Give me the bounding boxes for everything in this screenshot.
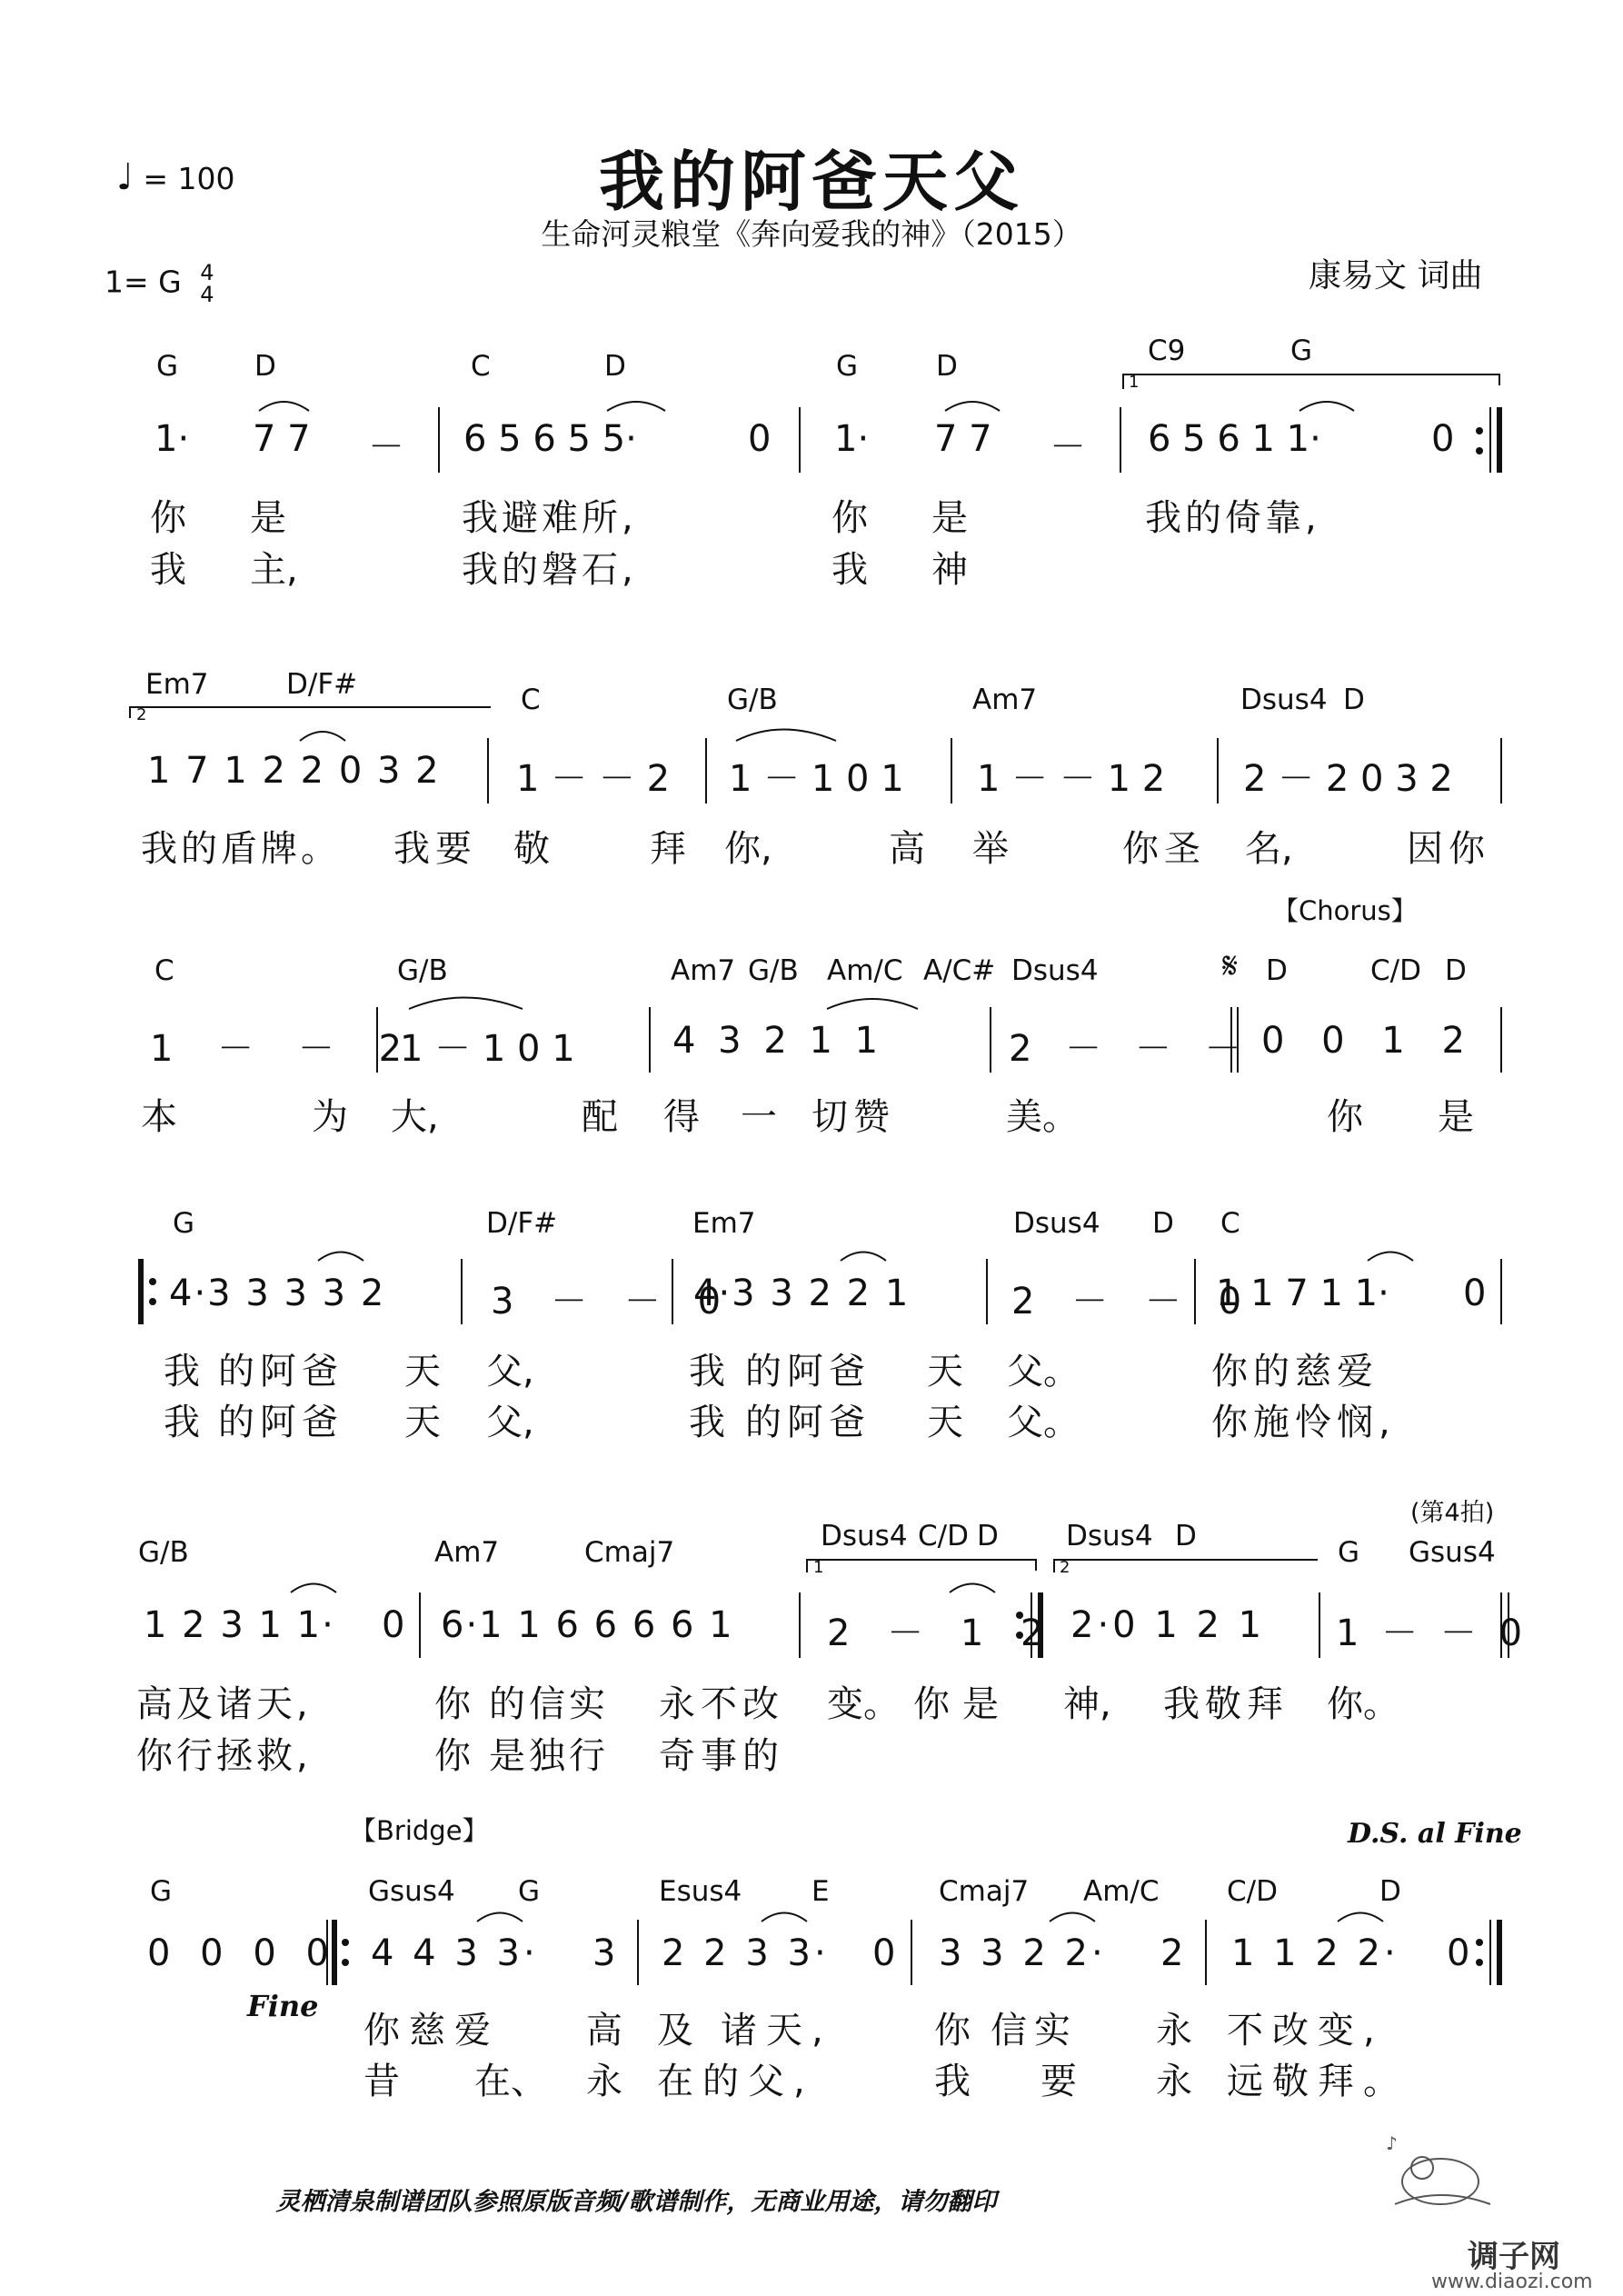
note-group: 0: [1463, 1273, 1487, 1314]
note-group: 1 1 7 1 1·: [1216, 1273, 1389, 1314]
chord: D: [977, 1520, 999, 1552]
chord: G: [150, 1875, 173, 1908]
lyric: 永: [1156, 2061, 1192, 2102]
lyric: 因你: [1407, 828, 1490, 870]
note-group: 4·3 3 3 3 2: [169, 1273, 386, 1314]
chord: D: [254, 350, 276, 383]
lyric: 昔: [363, 2061, 400, 2102]
lyric: 在的父,: [657, 2061, 814, 2102]
note-group: 7 7: [253, 418, 311, 460]
note-group: 4 3 2 1 1: [672, 1020, 884, 1062]
note-group: 1·: [154, 418, 190, 460]
lyric: 名,: [1245, 828, 1293, 870]
lyric: 天: [404, 1351, 441, 1393]
lyric: 主,: [250, 549, 298, 591]
lyric: 在、: [474, 2061, 547, 2102]
lyric: 我避难所,: [462, 497, 637, 539]
chord: Am/C: [827, 954, 903, 987]
lyric: 我: [164, 1402, 200, 1443]
lyric: 信实: [991, 2010, 1078, 2051]
note-group: 2 － 1 2: [827, 1612, 1057, 1654]
note-group: 1·: [834, 418, 870, 460]
lyric: 我的磐石,: [462, 549, 637, 591]
note-group: 0: [748, 418, 772, 460]
lyric: 你: [434, 1735, 471, 1777]
section-label-bridge: 【Bridge】: [350, 1815, 489, 1846]
note-group: 1 － － 2: [516, 758, 671, 800]
chord: D: [1343, 684, 1365, 716]
lyric: 高: [586, 2010, 622, 2051]
page-title: 我的阿爸天父: [598, 144, 1024, 220]
lyric: 天: [404, 1402, 441, 1443]
note-group: 2 － － 0: [1011, 1281, 1255, 1323]
lyric: 你施怜悯,: [1211, 1402, 1396, 1443]
note-group: 0 0 0 0: [147, 1932, 338, 1974]
chord: Dsus4: [821, 1520, 908, 1552]
lyric: 你圣: [1122, 828, 1206, 870]
lyric: 切赞: [812, 1096, 895, 1138]
lyric: 你,: [724, 828, 772, 870]
lyric: 的阿爸: [218, 1351, 344, 1393]
note-group: 6 5 6 1 1·: [1148, 418, 1321, 460]
note-group: －: [1050, 426, 1086, 468]
author: 康易文 词曲: [1309, 257, 1483, 294]
chord: E: [812, 1875, 830, 1908]
lyric: 的阿爸: [745, 1351, 871, 1393]
chord: C/D: [1370, 954, 1421, 987]
site-name: 调子网: [1468, 2239, 1560, 2275]
site-url[interactable]: www.diaozi.com: [1431, 2271, 1593, 2293]
note-group: 6·1 1 6 6 6 6 1: [441, 1604, 734, 1646]
note-group: 0: [1431, 418, 1455, 460]
lyric: 天: [927, 1402, 963, 1443]
note-group: 2 － － －: [1009, 1028, 1252, 1070]
chord: D: [1379, 1875, 1401, 1908]
chord: Am7: [434, 1536, 500, 1569]
lyric: 你慈爱: [363, 2010, 500, 2051]
note-group: 0 0 1 2: [1261, 1020, 1478, 1062]
chord: C: [1220, 1207, 1240, 1240]
lyric: 高及诸天,: [136, 1683, 312, 1725]
note-group: 2 2 3 3·: [662, 1932, 830, 1974]
chord: D: [1266, 954, 1288, 987]
chord: G/B: [138, 1536, 189, 1569]
note-group: 1 7 1 2 2 0 3 2: [147, 750, 441, 792]
segno-icon: 𝄋: [1222, 945, 1239, 987]
note-group: 6 5 6 5 5·: [463, 418, 637, 460]
note-group: 7 7: [934, 418, 992, 460]
subtitle: 生命河灵粮堂《奔向爱我的神》（2015）: [541, 216, 1082, 252]
chord: Am7: [972, 684, 1038, 716]
lyric: 你: [150, 497, 186, 539]
note-group: 1 1 2 2·: [1231, 1932, 1399, 1974]
note-group: 1 － － 1 2: [977, 758, 1166, 800]
key-label: 1= G: [105, 264, 182, 300]
lyric: 为: [312, 1096, 348, 1138]
lyric: 及: [657, 2010, 693, 2051]
note-group: 0: [872, 1932, 896, 1974]
note-group: 0: [1447, 1932, 1470, 1974]
lyric: 神,: [1063, 1683, 1111, 1725]
chord: G/B: [727, 684, 778, 716]
chord: Cmaj7: [584, 1536, 675, 1569]
lyric: 的阿爸: [745, 1402, 871, 1443]
lyric: 大,: [391, 1096, 439, 1138]
chord: D: [1175, 1520, 1197, 1552]
lyric: 高: [889, 828, 925, 870]
lyric: 奇事的: [659, 1735, 784, 1777]
lyric: 你: [434, 1683, 471, 1725]
chord: G/B: [397, 954, 448, 987]
lyric: 我: [831, 549, 868, 591]
note-group: 3 － － 0: [491, 1281, 734, 1323]
note-group: 1 2 3 1 1·: [144, 1604, 335, 1646]
lyric: 诸天,: [721, 2010, 832, 2051]
lyric: 父。: [1007, 1402, 1080, 1443]
quarter-note-icon: ♩: [116, 156, 134, 198]
chord: Dsus4: [1066, 1520, 1153, 1552]
fine-marking: Fine: [247, 1989, 319, 2023]
chord: Dsus4: [1011, 954, 1099, 987]
note-group: 1 － 1 0 1: [400, 1028, 575, 1070]
lyric: 的信实: [489, 1683, 609, 1725]
lyric: 我: [164, 1351, 200, 1393]
lyric: 要: [1041, 2061, 1077, 2102]
tempo-value: = 100: [143, 161, 235, 196]
lyric: 我: [934, 2061, 971, 2102]
note-group: 2 － 2 0 3 2: [1243, 758, 1453, 800]
chord: G: [518, 1875, 541, 1908]
lyric: 是: [931, 497, 968, 539]
section-label-chorus: 【Chorus】: [1272, 895, 1418, 926]
lyric: 不改变,: [1227, 2010, 1384, 2051]
lyric: 我敬拜: [1163, 1683, 1289, 1725]
chord: D/F#: [286, 668, 358, 701]
chord: A/C#: [923, 954, 996, 987]
chord: Am/C: [1083, 1875, 1160, 1908]
chord: C: [471, 350, 491, 383]
chord: C9: [1148, 334, 1186, 367]
chord: G: [1338, 1536, 1360, 1569]
lyric: 远敬拜。: [1227, 2061, 1409, 2102]
chord: C: [521, 684, 541, 716]
chord: G: [173, 1207, 195, 1240]
volta-1-number: 1: [1129, 373, 1140, 392]
lyric: 永: [1156, 2010, 1192, 2051]
note-group: 1 － 1 0 1: [729, 758, 904, 800]
chord: D: [936, 350, 958, 383]
chord: Em7: [692, 1207, 756, 1240]
lyric: 你。: [1327, 1683, 1399, 1725]
volta-2-number-s5: 2: [1060, 1558, 1070, 1577]
lyric: 我: [689, 1402, 725, 1443]
chord: G: [1290, 334, 1313, 367]
note-group: －: [368, 426, 404, 468]
lyric: 一: [741, 1096, 777, 1138]
lyric: 神: [931, 549, 968, 591]
note-group: 3 3 2 2·: [939, 1932, 1107, 1974]
note-group: 0: [382, 1604, 405, 1646]
chord: Dsus4: [1013, 1207, 1100, 1240]
chord: Em7: [145, 668, 209, 701]
chord: D: [1445, 954, 1467, 987]
chord: G: [836, 350, 859, 383]
lyric: 永不改: [659, 1683, 784, 1725]
lyric: 我: [689, 1351, 725, 1393]
lyric: 父,: [486, 1402, 534, 1443]
lyric: 你: [1327, 1096, 1363, 1138]
chord: Gsus4: [368, 1875, 455, 1908]
chord: D: [604, 350, 626, 383]
footer-note: 灵栖清泉制谱团队参照原版音频/歌谱制作，无商业用途，请勿翻印: [275, 2188, 997, 2216]
chord: Esus4: [659, 1875, 742, 1908]
lyric: 你: [934, 2010, 971, 2051]
lyric: 我要: [393, 828, 477, 870]
note-group: 3: [592, 1932, 616, 1974]
note-group: 1 － － 2: [150, 1028, 419, 1070]
time-sig-bottom: 4: [200, 282, 214, 307]
lyric: 天: [927, 1351, 963, 1393]
lyric: 美。: [1006, 1096, 1079, 1138]
lyric: 你是: [913, 1683, 1011, 1725]
lyric: 敬: [513, 828, 550, 870]
note-group: 1 － － 0: [1336, 1612, 1528, 1654]
chord: G: [156, 350, 179, 383]
ds-al-fine-marking: D.S. al Fine: [1348, 1818, 1522, 1850]
lyric: 永: [586, 2061, 622, 2102]
lyric: 你: [831, 497, 868, 539]
lyric: 我的倚靠,: [1145, 497, 1320, 539]
note-group: 2·0 1 2 1: [1070, 1604, 1266, 1646]
note-group: 2: [1160, 1932, 1184, 1974]
lyric: 举: [972, 828, 1009, 870]
volta-2-number: 2: [136, 705, 147, 724]
chord: D/F#: [486, 1207, 558, 1240]
lyric: 父。: [1007, 1351, 1080, 1393]
lyric: 父,: [486, 1351, 534, 1393]
chord: Gsus4: [1409, 1536, 1496, 1569]
chord: C: [154, 954, 174, 987]
lyric: 变。: [827, 1683, 900, 1725]
beat-marking: (第4拍): [1410, 1499, 1495, 1527]
svg-text:♪: ♪: [1386, 2132, 1398, 2154]
lyric: 是: [1438, 1096, 1474, 1138]
lyric: 我的盾牌。: [141, 828, 341, 870]
chord: Cmaj7: [939, 1875, 1030, 1908]
lyric: 你行拯救,: [136, 1735, 312, 1777]
lyric: 是: [250, 497, 286, 539]
chord: C/D: [1227, 1875, 1278, 1908]
lyric: 得: [663, 1096, 700, 1138]
note-group: 4 4 3 3·: [371, 1932, 539, 1974]
sheep-logo-icon: [1386, 2131, 1495, 2213]
lyric: 的阿爸: [218, 1402, 344, 1443]
time-sig-top: 4: [200, 260, 214, 285]
note-group: 4·3 3 2 2 1: [693, 1273, 911, 1314]
lyric: 是独行: [489, 1735, 609, 1777]
lyric: 配: [582, 1096, 618, 1138]
chord: G/B: [748, 954, 799, 987]
chord: C/D: [918, 1520, 969, 1552]
chord: Dsus4: [1240, 684, 1328, 716]
volta-1-number-s5: 1: [813, 1558, 824, 1577]
lyric: 本: [141, 1096, 177, 1138]
chord: D: [1152, 1207, 1174, 1240]
chord: Am7: [671, 954, 736, 987]
lyric: 拜: [650, 828, 686, 870]
lyric: 你的慈爱: [1211, 1351, 1379, 1393]
lyric: 我: [150, 549, 186, 591]
